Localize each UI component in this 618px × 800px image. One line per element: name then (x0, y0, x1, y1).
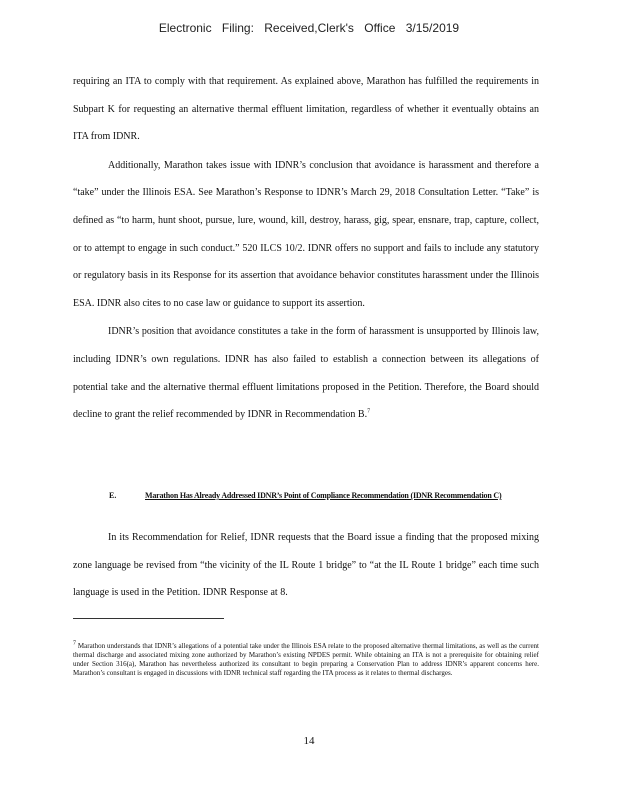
footnote-text: Marathon understands that IDNR’s allegations of a potential take under the Illinois ESA relate to the proposed alternative thermal limitations, as well as the current thermal discharge and associated mixing zone authorized by Marathon’s existing NPDES permit. While obtaining an ITA is not a prerequisite for obtaining relief under Section 316(a), Marathon has nevertheless authorized its consultant to begin preparing a Conservation Plan to address IDNR’s apparent concerns here. Marathon’s consultant is engaged in discussions with IDNR technical staff regarding the ITA process as it relates to thermal discharges. (73, 642, 539, 677)
document-body-2 (73, 524, 539, 607)
paragraph-3-text: IDNR’s position that avoidance constitutes a take in the form of harassment is unsupported by Illinois law, including IDNR’s own regulations. IDNR has also failed to establish a connection between its allegations of potential take and the alternative thermal effluent limitations proposed in the Petition. Therefore, the Board should decline to grant the relief recommended by IDNR in Recommendation B. (73, 326, 539, 421)
section-letter: E. (109, 491, 117, 500)
section-title: Marathon Has Already Addressed IDNR’s Point of Compliance Recommendation (IDNR Recommendation C) (145, 491, 502, 500)
footnote (73, 642, 539, 678)
footnote-number: 7 (73, 640, 76, 647)
footnote-divider (73, 618, 224, 619)
footnote-reference[interactable]: 7 (367, 408, 371, 415)
paragraph-2: Additionally, Marathon takes issue with IDNR’s conclusion that avoidance is harassment and therefore a “take” under the Illinois ESA. See Marathon’s Response to IDNR’s March 29, 2018 Consultation Letter. “Take” is defined as “to harm, hunt shoot, pursue, lure, wound, kill, destroy, harass, gig, spear, ensnare, trap, capture, collect, or to attempt to engage in such conduct.” 520 ILCS 10/2. IDNR offers no support and fails to include any statutory or regulatory basis in its Response for its assertion that avoidance behavior constitutes harassment under the Illinois ESA. IDNR also cites to no case law or guidance to support its assertion. (73, 159, 539, 309)
filing-header: Electronic Filing: Received,Clerk's Office 3/15/2019 (158, 21, 460, 35)
paragraph-4: In its Recommendation for Relief, IDNR requests that the Board issue a finding that the proposed mixing zone language be revised from “the vicinity of the IL Route 1 bridge” to “at the IL Route 1 bridge” each time such language is used in the Petition. IDNR Response at 8. (73, 532, 539, 599)
document-body (73, 68, 539, 429)
paragraph-3 (73, 318, 539, 428)
paragraph-1: requiring an ITA to comply with that requirement. As explained above, Marathon has fulfilled the requirements in Subpart K for requesting an alternative thermal effluent limitation, regardless of whether it eventually obtains an ITA from IDNR. (73, 76, 539, 143)
page-number: 14 (303, 735, 315, 747)
